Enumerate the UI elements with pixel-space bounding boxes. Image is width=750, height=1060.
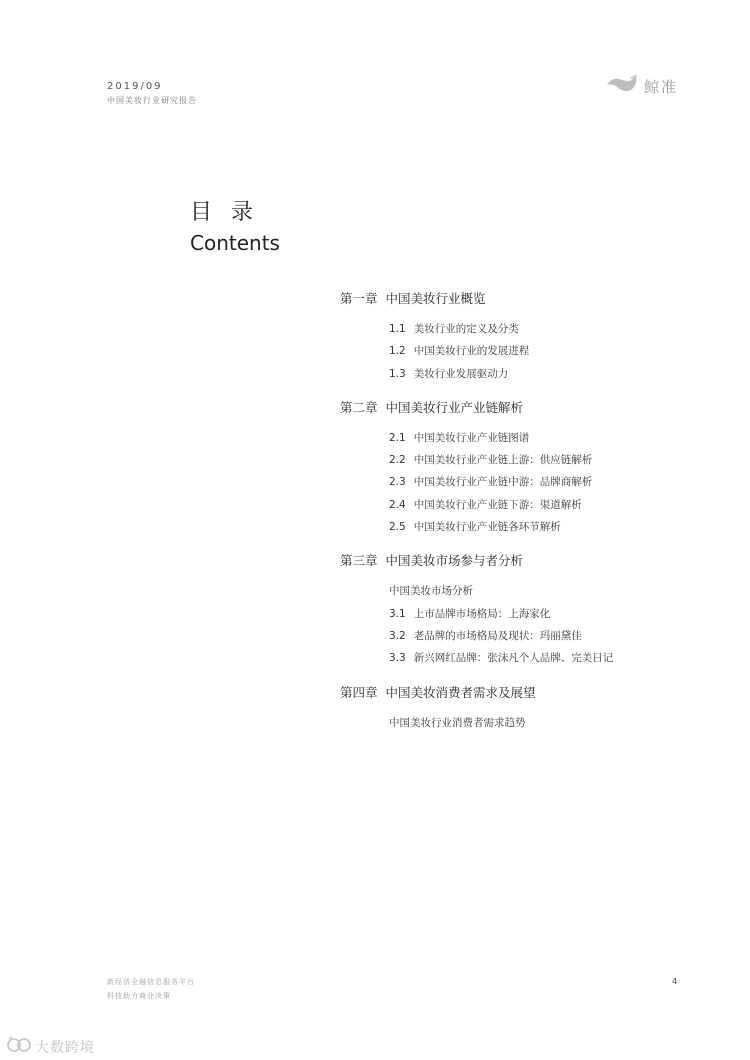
toc-item[interactable] [389, 363, 700, 385]
toc-item[interactable] [389, 427, 700, 449]
logo-text: 鲸准 [644, 77, 679, 96]
item-number: 2.3 [389, 476, 406, 489]
chapter-title: 中国美妆行业产业链解析 [385, 399, 524, 415]
item-title: 上市品牌市场格局：上海家化 [413, 607, 551, 620]
item-title: 老品牌的市场格局及现状：玛丽黛佳 [413, 629, 582, 642]
brand-logo [606, 73, 678, 99]
toc-item[interactable] [389, 712, 700, 734]
item-number: 2.1 [389, 431, 406, 444]
chapter-items [340, 580, 700, 669]
toc-item[interactable] [389, 516, 700, 538]
toc-item[interactable] [389, 471, 700, 493]
item-title: 中国美妆行业产业链上游：供应链解析 [413, 454, 593, 467]
watermark-text: 大数跨境 [35, 1040, 95, 1056]
toc-item[interactable] [389, 318, 700, 340]
toc-item[interactable] [389, 580, 700, 602]
item-title: 中国美妆行业的发展进程 [413, 345, 530, 358]
item-title: 中国美妆行业消费者需求趋势 [389, 716, 526, 729]
toc-chapter[interactable] [340, 397, 700, 419]
item-title: 中国美妆行业产业链下游：渠道解析 [413, 498, 582, 511]
toc-item[interactable] [389, 340, 700, 362]
item-title: 新兴网红品牌：张沫凡个人品牌、完美日记 [413, 652, 614, 665]
chapter-title: 中国美妆消费者需求及展望 [385, 684, 536, 700]
chapter-title: 中国美妆行业概览 [385, 291, 486, 306]
toc-title-en: Contents [190, 231, 280, 255]
toc-title-cn: 目 录 [190, 200, 259, 225]
chapter-number: 第三章 [340, 553, 378, 569]
footer-tagline-1: 新经济全融信息服务平台 [107, 978, 195, 986]
chapter-items [340, 318, 700, 385]
item-number: 2.2 [389, 454, 406, 467]
toc-chapter[interactable] [340, 550, 700, 572]
page-number: 4 [672, 977, 678, 986]
watermark [6, 1036, 95, 1058]
item-title: 美妆行业发展驱动力 [413, 367, 509, 380]
item-number: 3.1 [389, 607, 406, 620]
item-number: 2.5 [389, 521, 406, 534]
table-of-contents [340, 288, 700, 746]
chapter-items [340, 427, 700, 538]
watermark-logo-icon [6, 1036, 32, 1058]
item-number: 1.1 [389, 323, 406, 335]
toc-item[interactable] [389, 494, 700, 516]
toc-chapter[interactable] [340, 682, 700, 704]
whale-icon [606, 73, 638, 99]
chapter-number: 第二章 [340, 399, 378, 415]
toc-item[interactable] [389, 449, 700, 471]
item-title: 中国美妆行业产业链中游：品牌商解析 [413, 476, 593, 489]
chapter-title: 中国美妆市场参与者分析 [385, 553, 524, 569]
toc-chapter[interactable] [340, 288, 700, 310]
item-number: 1.3 [389, 367, 406, 380]
item-number: 3.3 [389, 652, 406, 665]
item-title: 中国美妆行业产业链各环节解析 [413, 521, 561, 534]
item-title: 美妆行业的定义及分类 [413, 323, 519, 335]
toc-item[interactable] [389, 603, 700, 625]
chapter-number: 第一章 [340, 291, 378, 306]
item-title: 中国美妆行业产业链图谱 [413, 431, 530, 444]
chapter-items [340, 712, 700, 734]
item-number: 1.2 [389, 345, 406, 358]
item-title: 中国美妆市场分析 [389, 585, 473, 598]
report-date: 2019/09 [107, 81, 163, 92]
report-subtitle: 中国美妆行业研究报告 [107, 96, 197, 105]
toc-item[interactable] [389, 647, 700, 669]
item-number: 3.2 [389, 629, 406, 642]
footer-tagline-2: 科技助力商业决策 [107, 992, 171, 1000]
chapter-number: 第四章 [340, 684, 378, 700]
item-number: 2.4 [389, 498, 406, 511]
toc-item[interactable] [389, 625, 700, 647]
